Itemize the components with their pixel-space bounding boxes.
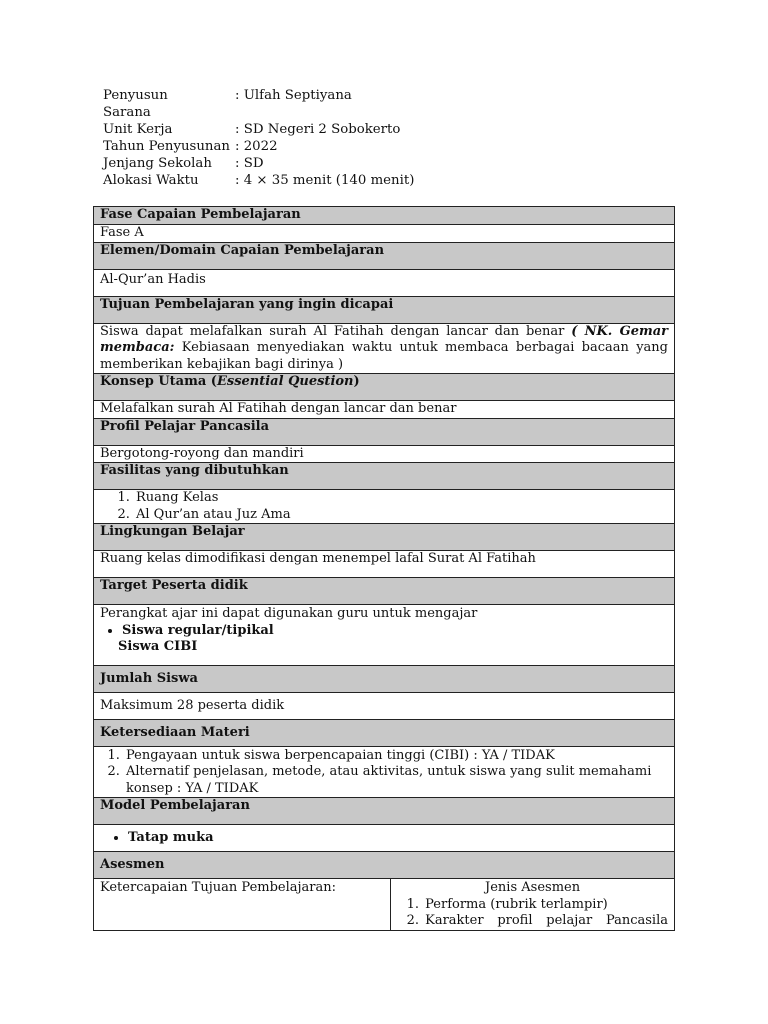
meta-tahun-value: : 2022: [235, 139, 278, 154]
model-header: Model Pembelajaran: [94, 798, 675, 825]
fasilitas-list: [100, 490, 668, 523]
list-item: • Siswa regular/tipikal: [122, 623, 668, 640]
list-item: 1. Performa (rubrik terlampir): [423, 897, 668, 914]
tujuan-value: [94, 323, 675, 374]
konsep-value-row: [94, 401, 675, 419]
meta-penyusun: [103, 87, 414, 104]
konsep-header-1: Konsep Utama (: [100, 374, 217, 389]
jumlah-header: Jumlah Siswa: [94, 666, 675, 693]
asesmen-header: Asesmen: [94, 852, 675, 879]
target-text: Perangkat ajar ini dapat digunakan guru untuk mengajar: [100, 606, 478, 621]
asesmen-left-text: Ketercapaian Tujuan Pembelajaran:: [100, 880, 337, 895]
model-value: [94, 825, 675, 852]
tujuan-text-3: Kebiasaan menyediakan waktu untuk membaca berbagai bacaan yang memberikan kebajikan bagi dirinya ): [100, 340, 668, 372]
fasilitas-value: [94, 490, 675, 524]
profil-header: Profil Pelajar Pancasila: [94, 418, 675, 445]
target-value: [94, 605, 675, 666]
asesmen-header-row: [94, 852, 675, 879]
lingkungan-value-row: [94, 551, 675, 578]
tujuan-header: Tujuan Pembelajaran yang ingin dicapai: [94, 296, 675, 323]
meta-unit: [103, 121, 414, 138]
meta-alokasi: [103, 172, 414, 189]
elemen-header: Elemen/Domain Capaian Pembelajaran: [94, 242, 675, 269]
elemen-value-row: [94, 269, 675, 296]
lesson-plan-table: [93, 206, 675, 931]
elemen-value: [94, 269, 675, 296]
asesmen-value-row: [94, 879, 675, 931]
meta-alokasi-label: Alokasi Waktu: [103, 173, 199, 188]
materi-value: [94, 747, 675, 798]
konsep-header-row: [94, 374, 675, 401]
meta-unit-value: : SD Negeri 2 Sobokerto: [235, 122, 401, 137]
target-value-row: [94, 605, 675, 666]
jumlah-value: Maksimum 28 peserta didik: [94, 693, 675, 720]
tujuan-value-row: [94, 323, 675, 374]
jumlah-header-row: [94, 666, 675, 693]
konsep-value: Melafalkan surah Al Fatihah dengan lancar dan benar: [94, 401, 675, 419]
lingkungan-header: Lingkungan Belajar: [94, 524, 675, 551]
asesmen-right: [391, 879, 675, 931]
konsep-header-3: ): [353, 374, 360, 389]
profil-value-row: [94, 445, 675, 463]
fasilitas-value-row: [94, 490, 675, 524]
document-metadata: [103, 87, 414, 189]
target-list: [100, 623, 668, 640]
konsep-header: [94, 374, 675, 401]
jumlah-value-row: [94, 693, 675, 720]
asesmen-left: [94, 879, 391, 931]
tujuan-text-2: ( NK. Gemar membaca:: [100, 323, 668, 355]
list-item: 2. Alternatif penjelasan, metode, atau aktivitas, untuk siswa yang sulit memahami konsep : YA / TIDAK: [124, 764, 668, 797]
profil-value: Bergotong-royong dan mandiri: [94, 445, 675, 463]
tujuan-text-1: Siswa dapat melafalkan surah Al Fatihah dengan lancar dan benar: [100, 323, 572, 339]
model-header-row: [94, 798, 675, 825]
meta-jenjang: [103, 155, 414, 172]
materi-list: [100, 748, 668, 798]
list-item: 1. Pengayaan untuk siswa berpencapaian tinggi (CIBI) : YA / TIDAK: [124, 748, 668, 765]
fase-header-row: [94, 207, 675, 225]
fase-header: Fase Capaian Pembelajaran: [94, 207, 675, 225]
meta-unit-label: Unit Kerja: [103, 122, 173, 137]
meta-penyusun-label: Penyusun: [103, 88, 168, 103]
meta-alokasi-value: : 4 × 35 menit (140 menit): [235, 173, 415, 188]
meta-jenjang-label: Jenjang Sekolah: [103, 156, 212, 171]
meta-tahun-label: Tahun Penyusunan: [103, 139, 230, 154]
lingkungan-value: Ruang kelas dimodifikasi dengan menempel lafal Surat Al Fatihah: [94, 551, 675, 578]
meta-jenjang-value: : SD: [235, 156, 264, 171]
target-extra: Siswa CIBI: [118, 639, 198, 654]
meta-penyusun-wrap: Sarana: [103, 105, 151, 120]
target-header: Target Peserta didik: [94, 578, 675, 605]
fasilitas-header-row: [94, 463, 675, 490]
model-list: [100, 830, 668, 847]
elemen-header-row: [94, 242, 675, 269]
konsep-header-2: Essential Question: [216, 374, 354, 389]
materi-value-row: [94, 747, 675, 798]
list-item: 1. Ruang Kelas: [134, 490, 668, 507]
target-header-row: [94, 578, 675, 605]
lingkungan-header-row: [94, 524, 675, 551]
tujuan-header-row: [94, 296, 675, 323]
asesmen-list: [397, 897, 668, 930]
model-value-row: [94, 825, 675, 852]
profil-header-row: [94, 418, 675, 445]
fasilitas-header: Fasilitas yang dibutuhkan: [94, 463, 675, 490]
asesmen-right-title: Jenis Asesmen: [485, 880, 581, 895]
list-item: 2. Karakter profil pelajar Pancasila: [423, 913, 668, 930]
meta-penyusun-value: : Ulfah Septiyana: [235, 88, 352, 103]
elemen-text: Al-Qur’an Hadis: [100, 271, 206, 287]
fase-value: Fase A: [94, 225, 675, 243]
list-item: • Tatap muka: [128, 830, 668, 847]
list-item: 2. Al Qur’an atau Juz Ama: [134, 507, 668, 524]
meta-tahun: [103, 138, 414, 155]
materi-header: Ketersediaan Materi: [94, 720, 675, 747]
fase-value-row: [94, 225, 675, 243]
materi-header-row: [94, 720, 675, 747]
